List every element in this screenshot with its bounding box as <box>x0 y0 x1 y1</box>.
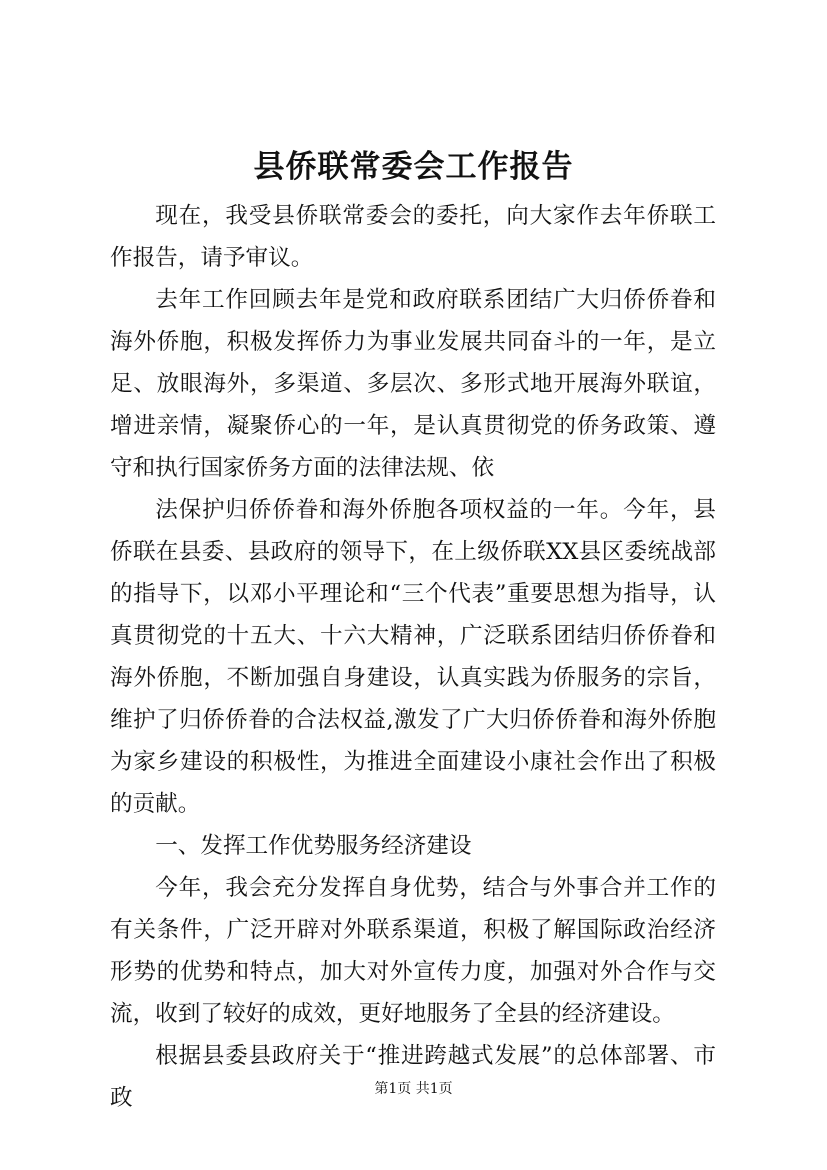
paragraph: 现在，我受县侨联常委会的委托，向大家作去年侨联工作报告，请予审议。 <box>110 203 716 271</box>
paragraph: 法保护归侨侨眷和海外侨胞各项权益的一年。今年，县侨联在县委、县政府的领导下，在上级侨联XX县区委统战部的指导下，以邓小平理论和“三个代表”重要思想为指导，认真贯彻党的十五大、十六大精神，广泛联系团结归侨侨眷和海外侨胞，不断加强自身建设，认真实践为侨服务的宗旨，维护了归侨侨眷的合法权益,激发了广大归侨侨眷和海外侨胞为家乡建设的积极性，为推进全面建设小康社会作出了积极的贡献。 <box>110 497 716 817</box>
document-title: 县侨联常委会工作报告 <box>253 149 574 185</box>
paragraph: 今年，我会充分发挥自身优势，结合与外事合并工作的有关条件，广泛开辟对外联系渠道，积极了解国际政治经济形势的优势和特点，加大对外宣传力度，加强对外合作与交流，收到了较好的成效，更好地服务了全县的经济建设。 <box>110 875 716 1027</box>
page-footer <box>0 1079 827 1099</box>
page-number: 第1页 共1页 <box>374 1081 453 1097</box>
paragraph: 根据县委县政府关于“推进跨越式发展”的总体部署、市政 <box>110 1043 716 1111</box>
section-heading: 一、发挥工作优势服务经济建设 <box>155 833 472 859</box>
paragraph: 去年工作回顾去年是党和政府联系团结广大归侨侨眷和海外侨胞，积极发挥侨力为事业发展共同奋斗的一年，是立足、放眼海外，多渠道、多层次、多形式地开展海外联谊，增进亲情，凝聚侨心的一年，是认真贯彻党的侨务政策、遵守和执行国家侨务方面的法律法规、依 <box>110 287 716 481</box>
document-body <box>110 195 716 1119</box>
